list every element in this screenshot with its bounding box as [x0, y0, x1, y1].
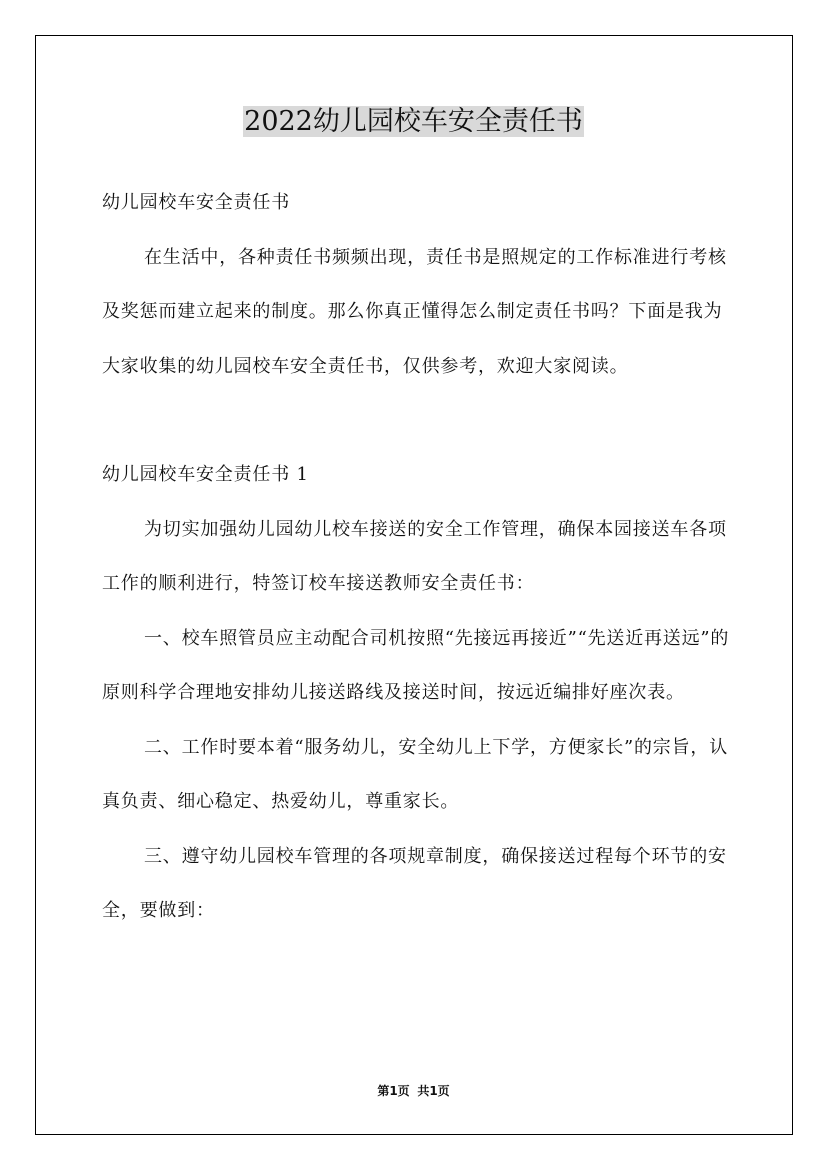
document-subtitle: 幼儿园校车安全责任书 [102, 192, 290, 213]
page-footer [0, 1083, 827, 1099]
page-total-label: 共1页 [417, 1084, 450, 1098]
document-title [0, 103, 827, 141]
body-paragraph-4: 三、遵守幼儿园校车管理的各项规章制度，确保接送过程每个环节的安全，要做到： [102, 845, 727, 921]
page-number-label: 第1页 [377, 1084, 410, 1098]
document-title-text: 2022幼儿园校车安全责任书 [244, 106, 583, 137]
section-heading: 幼儿园校车安全责任书 1 [102, 464, 309, 485]
document-body [102, 176, 732, 939]
section-spacer [102, 394, 732, 448]
body-paragraph-1: 为切实加强幼儿园幼儿校车接送的安全工作管理，确保本园接送车各项工作的顺利进行，特签订校车接送教师安全责任书： [102, 518, 727, 594]
intro-paragraph: 在生活中，各种责任书频频出现，责任书是照规定的工作标准进行考核及奖惩而建立起来的制度。那么你真正懂得怎么制定责任书吗？下面是我为大家收集的幼儿园校车安全责任书，仅供参考，欢迎大家阅读。 [102, 246, 727, 377]
body-paragraph-3: 二、工作时要本着“服务幼儿，安全幼儿上下学，方便家长”的宗旨，认真负责、细心稳定、热爱幼儿，尊重家长。 [102, 736, 729, 812]
body-paragraph-2: 一、校车照管员应主动配合司机按照“先接远再接近”“先送近再送远”的原则科学合理地安排幼儿接送路线及接送时间，按远近编排好座次表。 [102, 627, 730, 703]
